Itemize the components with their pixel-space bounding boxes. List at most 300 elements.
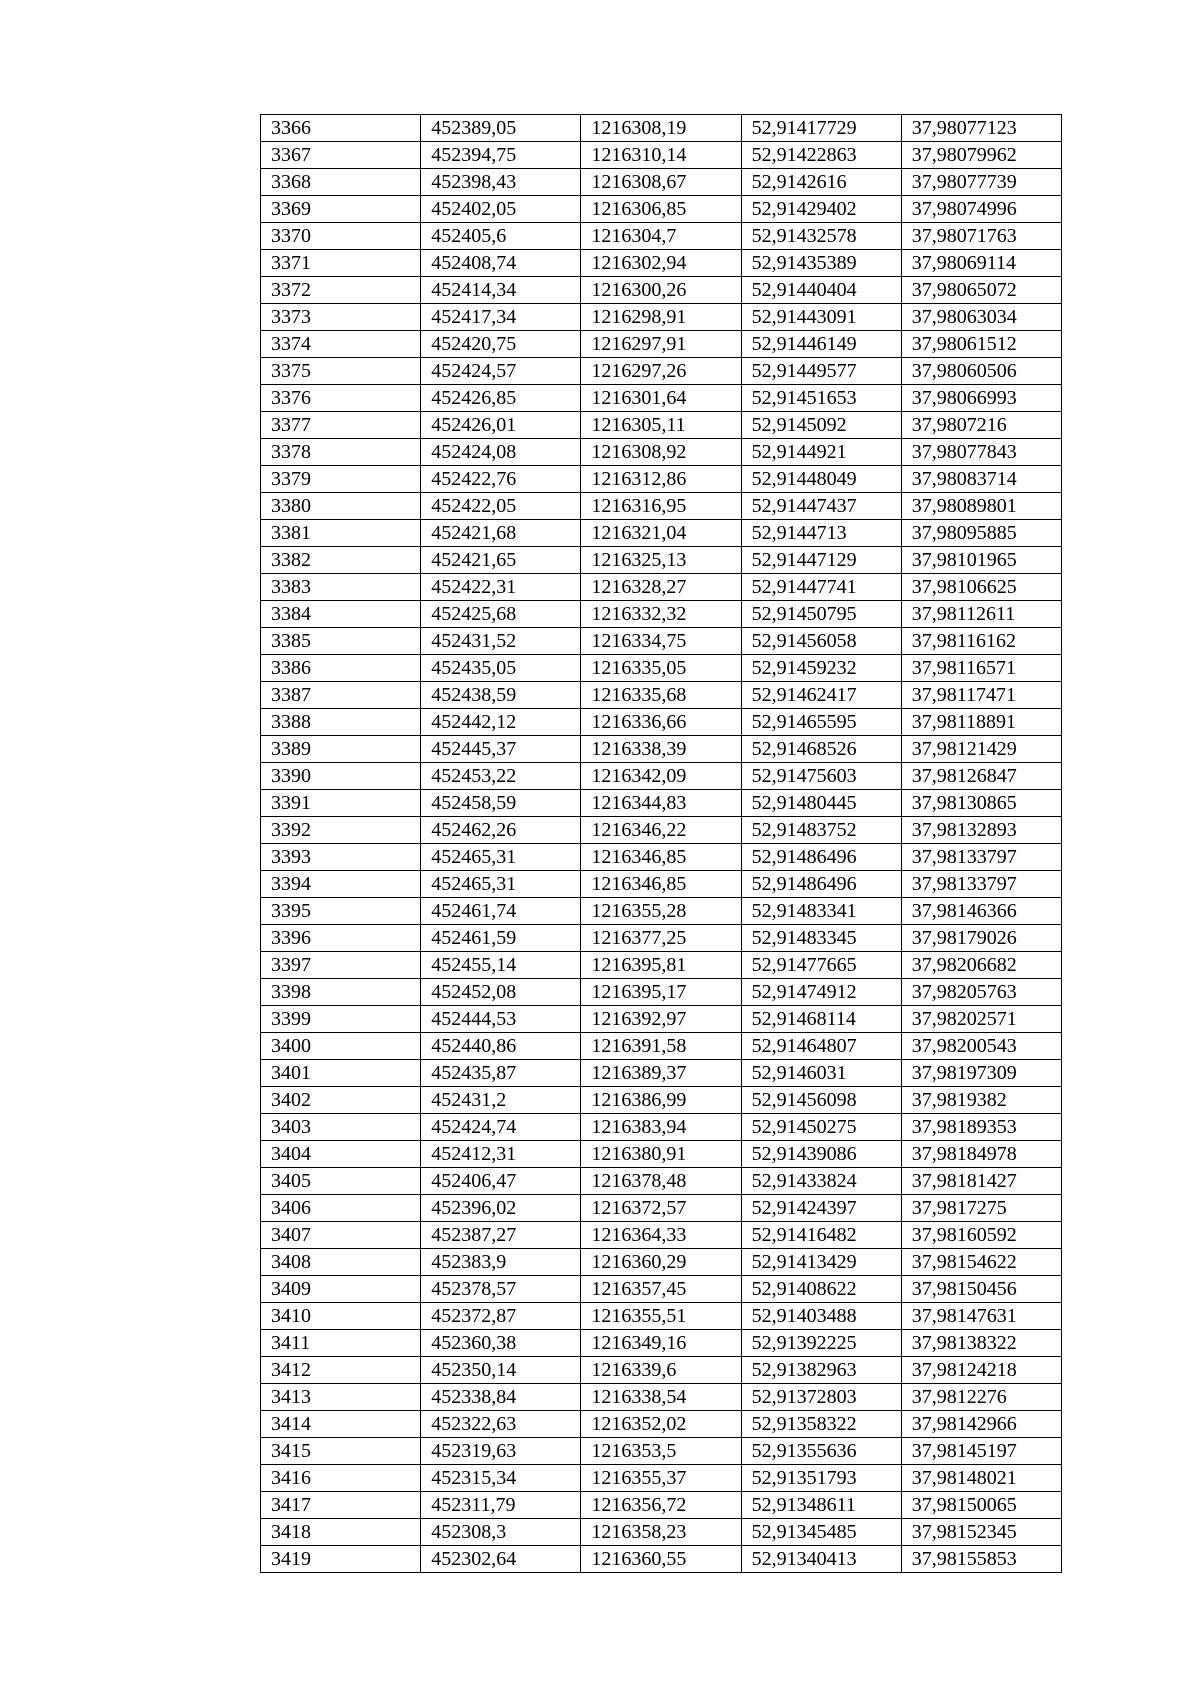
point-number-cell: 3379	[261, 466, 421, 493]
point-number-cell: 3419	[261, 1546, 421, 1573]
longitude-cell: 37,98071763	[901, 223, 1061, 250]
x-coordinate-cell: 452338,84	[421, 1384, 581, 1411]
latitude-cell: 52,91456098	[741, 1087, 901, 1114]
point-number-cell: 3396	[261, 925, 421, 952]
y-coordinate-cell: 1216377,25	[581, 925, 741, 952]
latitude-cell: 52,91413429	[741, 1249, 901, 1276]
latitude-cell: 52,91443091	[741, 304, 901, 331]
y-coordinate-cell: 1216360,55	[581, 1546, 741, 1573]
longitude-cell: 37,98147631	[901, 1303, 1061, 1330]
latitude-cell: 52,91456058	[741, 628, 901, 655]
x-coordinate-cell: 452435,87	[421, 1060, 581, 1087]
point-number-cell: 3413	[261, 1384, 421, 1411]
table-row	[261, 1438, 1062, 1465]
x-coordinate-cell: 452461,59	[421, 925, 581, 952]
longitude-cell: 37,98179026	[901, 925, 1061, 952]
x-coordinate-cell: 452422,05	[421, 493, 581, 520]
longitude-cell: 37,98197309	[901, 1060, 1061, 1087]
latitude-cell: 52,91468526	[741, 736, 901, 763]
longitude-cell: 37,98060506	[901, 358, 1061, 385]
longitude-cell: 37,98112611	[901, 601, 1061, 628]
x-coordinate-cell: 452444,53	[421, 1006, 581, 1033]
x-coordinate-cell: 452462,26	[421, 817, 581, 844]
longitude-cell: 37,98142966	[901, 1411, 1061, 1438]
table-row	[261, 1384, 1062, 1411]
latitude-cell: 52,91448049	[741, 466, 901, 493]
point-number-cell: 3383	[261, 574, 421, 601]
y-coordinate-cell: 1216334,75	[581, 628, 741, 655]
x-coordinate-cell: 452431,2	[421, 1087, 581, 1114]
table-row	[261, 223, 1062, 250]
point-number-cell: 3395	[261, 898, 421, 925]
x-coordinate-cell: 452378,57	[421, 1276, 581, 1303]
y-coordinate-cell: 1216305,11	[581, 412, 741, 439]
latitude-cell: 52,91447129	[741, 547, 901, 574]
latitude-cell: 52,91416482	[741, 1222, 901, 1249]
x-coordinate-cell: 452435,05	[421, 655, 581, 682]
y-coordinate-cell: 1216325,13	[581, 547, 741, 574]
y-coordinate-cell: 1216355,37	[581, 1465, 741, 1492]
longitude-cell: 37,98160592	[901, 1222, 1061, 1249]
latitude-cell: 52,91424397	[741, 1195, 901, 1222]
table-row	[261, 655, 1062, 682]
longitude-cell: 37,9817275	[901, 1195, 1061, 1222]
point-number-cell: 3418	[261, 1519, 421, 1546]
latitude-cell: 52,91358322	[741, 1411, 901, 1438]
point-number-cell: 3398	[261, 979, 421, 1006]
y-coordinate-cell: 1216338,54	[581, 1384, 741, 1411]
latitude-cell: 52,91372803	[741, 1384, 901, 1411]
y-coordinate-cell: 1216355,51	[581, 1303, 741, 1330]
y-coordinate-cell: 1216364,33	[581, 1222, 741, 1249]
longitude-cell: 37,98069114	[901, 250, 1061, 277]
x-coordinate-cell: 452360,38	[421, 1330, 581, 1357]
latitude-cell: 52,91449577	[741, 358, 901, 385]
latitude-cell: 52,91417729	[741, 115, 901, 142]
y-coordinate-cell: 1216332,32	[581, 601, 741, 628]
point-number-cell: 3376	[261, 385, 421, 412]
y-coordinate-cell: 1216310,14	[581, 142, 741, 169]
x-coordinate-cell: 452302,64	[421, 1546, 581, 1573]
y-coordinate-cell: 1216302,94	[581, 250, 741, 277]
x-coordinate-cell: 452421,65	[421, 547, 581, 574]
y-coordinate-cell: 1216297,26	[581, 358, 741, 385]
latitude-cell: 52,91447437	[741, 493, 901, 520]
latitude-cell: 52,91435389	[741, 250, 901, 277]
longitude-cell: 37,98106625	[901, 574, 1061, 601]
longitude-cell: 37,98118891	[901, 709, 1061, 736]
longitude-cell: 37,98133797	[901, 871, 1061, 898]
latitude-cell: 52,91468114	[741, 1006, 901, 1033]
longitude-cell: 37,98130865	[901, 790, 1061, 817]
y-coordinate-cell: 1216395,17	[581, 979, 741, 1006]
latitude-cell: 52,91403488	[741, 1303, 901, 1330]
point-number-cell: 3370	[261, 223, 421, 250]
table-row	[261, 574, 1062, 601]
point-number-cell: 3373	[261, 304, 421, 331]
x-coordinate-cell: 452398,43	[421, 169, 581, 196]
x-coordinate-cell: 452319,63	[421, 1438, 581, 1465]
point-number-cell: 3403	[261, 1114, 421, 1141]
y-coordinate-cell: 1216298,91	[581, 304, 741, 331]
point-number-cell: 3378	[261, 439, 421, 466]
y-coordinate-cell: 1216346,85	[581, 844, 741, 871]
longitude-cell: 37,98116571	[901, 655, 1061, 682]
table-row	[261, 763, 1062, 790]
latitude-cell: 52,9144713	[741, 520, 901, 547]
x-coordinate-cell: 452424,74	[421, 1114, 581, 1141]
x-coordinate-cell: 452442,12	[421, 709, 581, 736]
latitude-cell: 52,91477665	[741, 952, 901, 979]
table-row	[261, 1330, 1062, 1357]
table-row	[261, 1492, 1062, 1519]
table-row	[261, 979, 1062, 1006]
table-row	[261, 466, 1062, 493]
x-coordinate-cell: 452389,05	[421, 115, 581, 142]
longitude-cell: 37,98117471	[901, 682, 1061, 709]
y-coordinate-cell: 1216358,23	[581, 1519, 741, 1546]
table-row	[261, 1519, 1062, 1546]
longitude-cell: 37,98154622	[901, 1249, 1061, 1276]
table-row	[261, 1114, 1062, 1141]
point-number-cell: 3386	[261, 655, 421, 682]
x-coordinate-cell: 452458,59	[421, 790, 581, 817]
x-coordinate-cell: 452422,76	[421, 466, 581, 493]
x-coordinate-cell: 452412,31	[421, 1141, 581, 1168]
point-number-cell: 3366	[261, 115, 421, 142]
table-row	[261, 169, 1062, 196]
latitude-cell: 52,91450795	[741, 601, 901, 628]
latitude-cell: 52,91480445	[741, 790, 901, 817]
longitude-cell: 37,98150065	[901, 1492, 1061, 1519]
point-number-cell: 3414	[261, 1411, 421, 1438]
y-coordinate-cell: 1216392,97	[581, 1006, 741, 1033]
y-coordinate-cell: 1216308,67	[581, 169, 741, 196]
latitude-cell: 52,91483341	[741, 898, 901, 925]
latitude-cell: 52,91447741	[741, 574, 901, 601]
longitude-cell: 37,98150456	[901, 1276, 1061, 1303]
table-row	[261, 277, 1062, 304]
longitude-cell: 37,98152345	[901, 1519, 1061, 1546]
y-coordinate-cell: 1216328,27	[581, 574, 741, 601]
y-coordinate-cell: 1216335,68	[581, 682, 741, 709]
latitude-cell: 52,91451653	[741, 385, 901, 412]
latitude-cell: 52,91355636	[741, 1438, 901, 1465]
x-coordinate-cell: 452422,31	[421, 574, 581, 601]
longitude-cell: 37,98200543	[901, 1033, 1061, 1060]
y-coordinate-cell: 1216355,28	[581, 898, 741, 925]
point-number-cell: 3415	[261, 1438, 421, 1465]
y-coordinate-cell: 1216349,16	[581, 1330, 741, 1357]
y-coordinate-cell: 1216316,95	[581, 493, 741, 520]
point-number-cell: 3372	[261, 277, 421, 304]
table-row	[261, 1249, 1062, 1276]
y-coordinate-cell: 1216353,5	[581, 1438, 741, 1465]
y-coordinate-cell: 1216338,39	[581, 736, 741, 763]
y-coordinate-cell: 1216380,91	[581, 1141, 741, 1168]
table-row	[261, 547, 1062, 574]
y-coordinate-cell: 1216308,92	[581, 439, 741, 466]
latitude-cell: 52,91486496	[741, 844, 901, 871]
x-coordinate-cell: 452438,59	[421, 682, 581, 709]
table-row	[261, 898, 1062, 925]
y-coordinate-cell: 1216389,37	[581, 1060, 741, 1087]
x-coordinate-cell: 452315,34	[421, 1465, 581, 1492]
longitude-cell: 37,98145197	[901, 1438, 1061, 1465]
y-coordinate-cell: 1216356,72	[581, 1492, 741, 1519]
x-coordinate-cell: 452372,87	[421, 1303, 581, 1330]
longitude-cell: 37,98121429	[901, 736, 1061, 763]
point-number-cell: 3374	[261, 331, 421, 358]
table-row	[261, 844, 1062, 871]
latitude-cell: 52,91446149	[741, 331, 901, 358]
table-row	[261, 1033, 1062, 1060]
latitude-cell: 52,91382963	[741, 1357, 901, 1384]
table-row	[261, 925, 1062, 952]
latitude-cell: 52,91440404	[741, 277, 901, 304]
latitude-cell: 52,91351793	[741, 1465, 901, 1492]
x-coordinate-cell: 452405,6	[421, 223, 581, 250]
latitude-cell: 52,91439086	[741, 1141, 901, 1168]
table-row	[261, 493, 1062, 520]
y-coordinate-cell: 1216301,64	[581, 385, 741, 412]
latitude-cell: 52,91464807	[741, 1033, 901, 1060]
point-number-cell: 3409	[261, 1276, 421, 1303]
x-coordinate-cell: 452465,31	[421, 844, 581, 871]
latitude-cell: 52,91340413	[741, 1546, 901, 1573]
longitude-cell: 37,98066993	[901, 385, 1061, 412]
longitude-cell: 37,98077843	[901, 439, 1061, 466]
y-coordinate-cell: 1216342,09	[581, 763, 741, 790]
longitude-cell: 37,98065072	[901, 277, 1061, 304]
latitude-cell: 52,91408622	[741, 1276, 901, 1303]
latitude-cell: 52,91475603	[741, 763, 901, 790]
x-coordinate-cell: 452408,74	[421, 250, 581, 277]
table-row	[261, 1087, 1062, 1114]
x-coordinate-cell: 452414,34	[421, 277, 581, 304]
point-number-cell: 3381	[261, 520, 421, 547]
point-number-cell: 3410	[261, 1303, 421, 1330]
table-row	[261, 1195, 1062, 1222]
point-number-cell: 3393	[261, 844, 421, 871]
coordinates-table-body	[261, 115, 1062, 1573]
longitude-cell: 37,98202571	[901, 1006, 1061, 1033]
point-number-cell: 3400	[261, 1033, 421, 1060]
longitude-cell: 37,98061512	[901, 331, 1061, 358]
table-row	[261, 1222, 1062, 1249]
x-coordinate-cell: 452383,9	[421, 1249, 581, 1276]
point-number-cell: 3416	[261, 1465, 421, 1492]
longitude-cell: 37,98077739	[901, 169, 1061, 196]
latitude-cell: 52,9142616	[741, 169, 901, 196]
latitude-cell: 52,91459232	[741, 655, 901, 682]
latitude-cell: 52,91483345	[741, 925, 901, 952]
latitude-cell: 52,91433824	[741, 1168, 901, 1195]
longitude-cell: 37,98148021	[901, 1465, 1061, 1492]
point-number-cell: 3382	[261, 547, 421, 574]
y-coordinate-cell: 1216360,29	[581, 1249, 741, 1276]
table-row	[261, 1006, 1062, 1033]
latitude-cell: 52,9144921	[741, 439, 901, 466]
point-number-cell: 3402	[261, 1087, 421, 1114]
point-number-cell: 3377	[261, 412, 421, 439]
table-row	[261, 1141, 1062, 1168]
table-row	[261, 520, 1062, 547]
point-number-cell: 3404	[261, 1141, 421, 1168]
y-coordinate-cell: 1216383,94	[581, 1114, 741, 1141]
point-number-cell: 3371	[261, 250, 421, 277]
x-coordinate-cell: 452387,27	[421, 1222, 581, 1249]
point-number-cell: 3368	[261, 169, 421, 196]
table-row	[261, 304, 1062, 331]
y-coordinate-cell: 1216357,45	[581, 1276, 741, 1303]
point-number-cell: 3407	[261, 1222, 421, 1249]
x-coordinate-cell: 452322,63	[421, 1411, 581, 1438]
longitude-cell: 37,98138322	[901, 1330, 1061, 1357]
table-row	[261, 331, 1062, 358]
longitude-cell: 37,98077123	[901, 115, 1061, 142]
longitude-cell: 37,98101965	[901, 547, 1061, 574]
longitude-cell: 37,98205763	[901, 979, 1061, 1006]
coordinates-table	[260, 114, 1062, 1573]
y-coordinate-cell: 1216391,58	[581, 1033, 741, 1060]
point-number-cell: 3367	[261, 142, 421, 169]
table-row	[261, 1168, 1062, 1195]
point-number-cell: 3405	[261, 1168, 421, 1195]
y-coordinate-cell: 1216346,85	[581, 871, 741, 898]
table-row	[261, 412, 1062, 439]
table-row	[261, 358, 1062, 385]
latitude-cell: 52,91483752	[741, 817, 901, 844]
x-coordinate-cell: 452445,37	[421, 736, 581, 763]
x-coordinate-cell: 452396,02	[421, 1195, 581, 1222]
point-number-cell: 3391	[261, 790, 421, 817]
y-coordinate-cell: 1216336,66	[581, 709, 741, 736]
longitude-cell: 37,9812276	[901, 1384, 1061, 1411]
table-row	[261, 1357, 1062, 1384]
latitude-cell: 52,91392225	[741, 1330, 901, 1357]
table-row	[261, 709, 1062, 736]
table-row	[261, 1303, 1062, 1330]
longitude-cell: 37,98155853	[901, 1546, 1061, 1573]
x-coordinate-cell: 452426,01	[421, 412, 581, 439]
latitude-cell: 52,91432578	[741, 223, 901, 250]
table-row	[261, 115, 1062, 142]
y-coordinate-cell: 1216339,6	[581, 1357, 741, 1384]
x-coordinate-cell: 452350,14	[421, 1357, 581, 1384]
x-coordinate-cell: 452431,52	[421, 628, 581, 655]
point-number-cell: 3406	[261, 1195, 421, 1222]
x-coordinate-cell: 452402,05	[421, 196, 581, 223]
x-coordinate-cell: 452406,47	[421, 1168, 581, 1195]
x-coordinate-cell: 452426,85	[421, 385, 581, 412]
y-coordinate-cell: 1216372,57	[581, 1195, 741, 1222]
point-number-cell: 3385	[261, 628, 421, 655]
table-row	[261, 1411, 1062, 1438]
table-row	[261, 601, 1062, 628]
point-number-cell: 3380	[261, 493, 421, 520]
longitude-cell: 37,98133797	[901, 844, 1061, 871]
y-coordinate-cell: 1216395,81	[581, 952, 741, 979]
latitude-cell: 52,9146031	[741, 1060, 901, 1087]
point-number-cell: 3408	[261, 1249, 421, 1276]
latitude-cell: 52,91345485	[741, 1519, 901, 1546]
longitude-cell: 37,98074996	[901, 196, 1061, 223]
y-coordinate-cell: 1216321,04	[581, 520, 741, 547]
table-row	[261, 1546, 1062, 1573]
longitude-cell: 37,98181427	[901, 1168, 1061, 1195]
point-number-cell: 3388	[261, 709, 421, 736]
latitude-cell: 52,9145092	[741, 412, 901, 439]
point-number-cell: 3390	[261, 763, 421, 790]
x-coordinate-cell: 452452,08	[421, 979, 581, 1006]
point-number-cell: 3411	[261, 1330, 421, 1357]
longitude-cell: 37,98189353	[901, 1114, 1061, 1141]
longitude-cell: 37,98063034	[901, 304, 1061, 331]
table-row	[261, 196, 1062, 223]
y-coordinate-cell: 1216378,48	[581, 1168, 741, 1195]
x-coordinate-cell: 452453,22	[421, 763, 581, 790]
y-coordinate-cell: 1216346,22	[581, 817, 741, 844]
x-coordinate-cell: 452308,3	[421, 1519, 581, 1546]
point-number-cell: 3369	[261, 196, 421, 223]
table-row	[261, 790, 1062, 817]
table-row	[261, 142, 1062, 169]
y-coordinate-cell: 1216386,99	[581, 1087, 741, 1114]
table-row	[261, 817, 1062, 844]
longitude-cell: 37,9819382	[901, 1087, 1061, 1114]
y-coordinate-cell: 1216352,02	[581, 1411, 741, 1438]
point-number-cell: 3387	[261, 682, 421, 709]
longitude-cell: 37,98206682	[901, 952, 1061, 979]
x-coordinate-cell: 452461,74	[421, 898, 581, 925]
x-coordinate-cell: 452465,31	[421, 871, 581, 898]
latitude-cell: 52,91474912	[741, 979, 901, 1006]
latitude-cell: 52,91429402	[741, 196, 901, 223]
table-row	[261, 250, 1062, 277]
longitude-cell: 37,98095885	[901, 520, 1061, 547]
longitude-cell: 37,98083714	[901, 466, 1061, 493]
table-row	[261, 628, 1062, 655]
longitude-cell: 37,9807216	[901, 412, 1061, 439]
longitude-cell: 37,98184978	[901, 1141, 1061, 1168]
x-coordinate-cell: 452421,68	[421, 520, 581, 547]
point-number-cell: 3384	[261, 601, 421, 628]
x-coordinate-cell: 452394,75	[421, 142, 581, 169]
x-coordinate-cell: 452417,34	[421, 304, 581, 331]
table-row	[261, 1465, 1062, 1492]
point-number-cell: 3389	[261, 736, 421, 763]
table-row	[261, 439, 1062, 466]
y-coordinate-cell: 1216335,05	[581, 655, 741, 682]
longitude-cell: 37,98126847	[901, 763, 1061, 790]
x-coordinate-cell: 452311,79	[421, 1492, 581, 1519]
point-number-cell: 3394	[261, 871, 421, 898]
table-row	[261, 736, 1062, 763]
point-number-cell: 3397	[261, 952, 421, 979]
x-coordinate-cell: 452424,57	[421, 358, 581, 385]
point-number-cell: 3417	[261, 1492, 421, 1519]
x-coordinate-cell: 452424,08	[421, 439, 581, 466]
latitude-cell: 52,91348611	[741, 1492, 901, 1519]
y-coordinate-cell: 1216306,85	[581, 196, 741, 223]
x-coordinate-cell: 452455,14	[421, 952, 581, 979]
point-number-cell: 3392	[261, 817, 421, 844]
table-row	[261, 1276, 1062, 1303]
longitude-cell: 37,98079962	[901, 142, 1061, 169]
longitude-cell: 37,98116162	[901, 628, 1061, 655]
latitude-cell: 52,91465595	[741, 709, 901, 736]
